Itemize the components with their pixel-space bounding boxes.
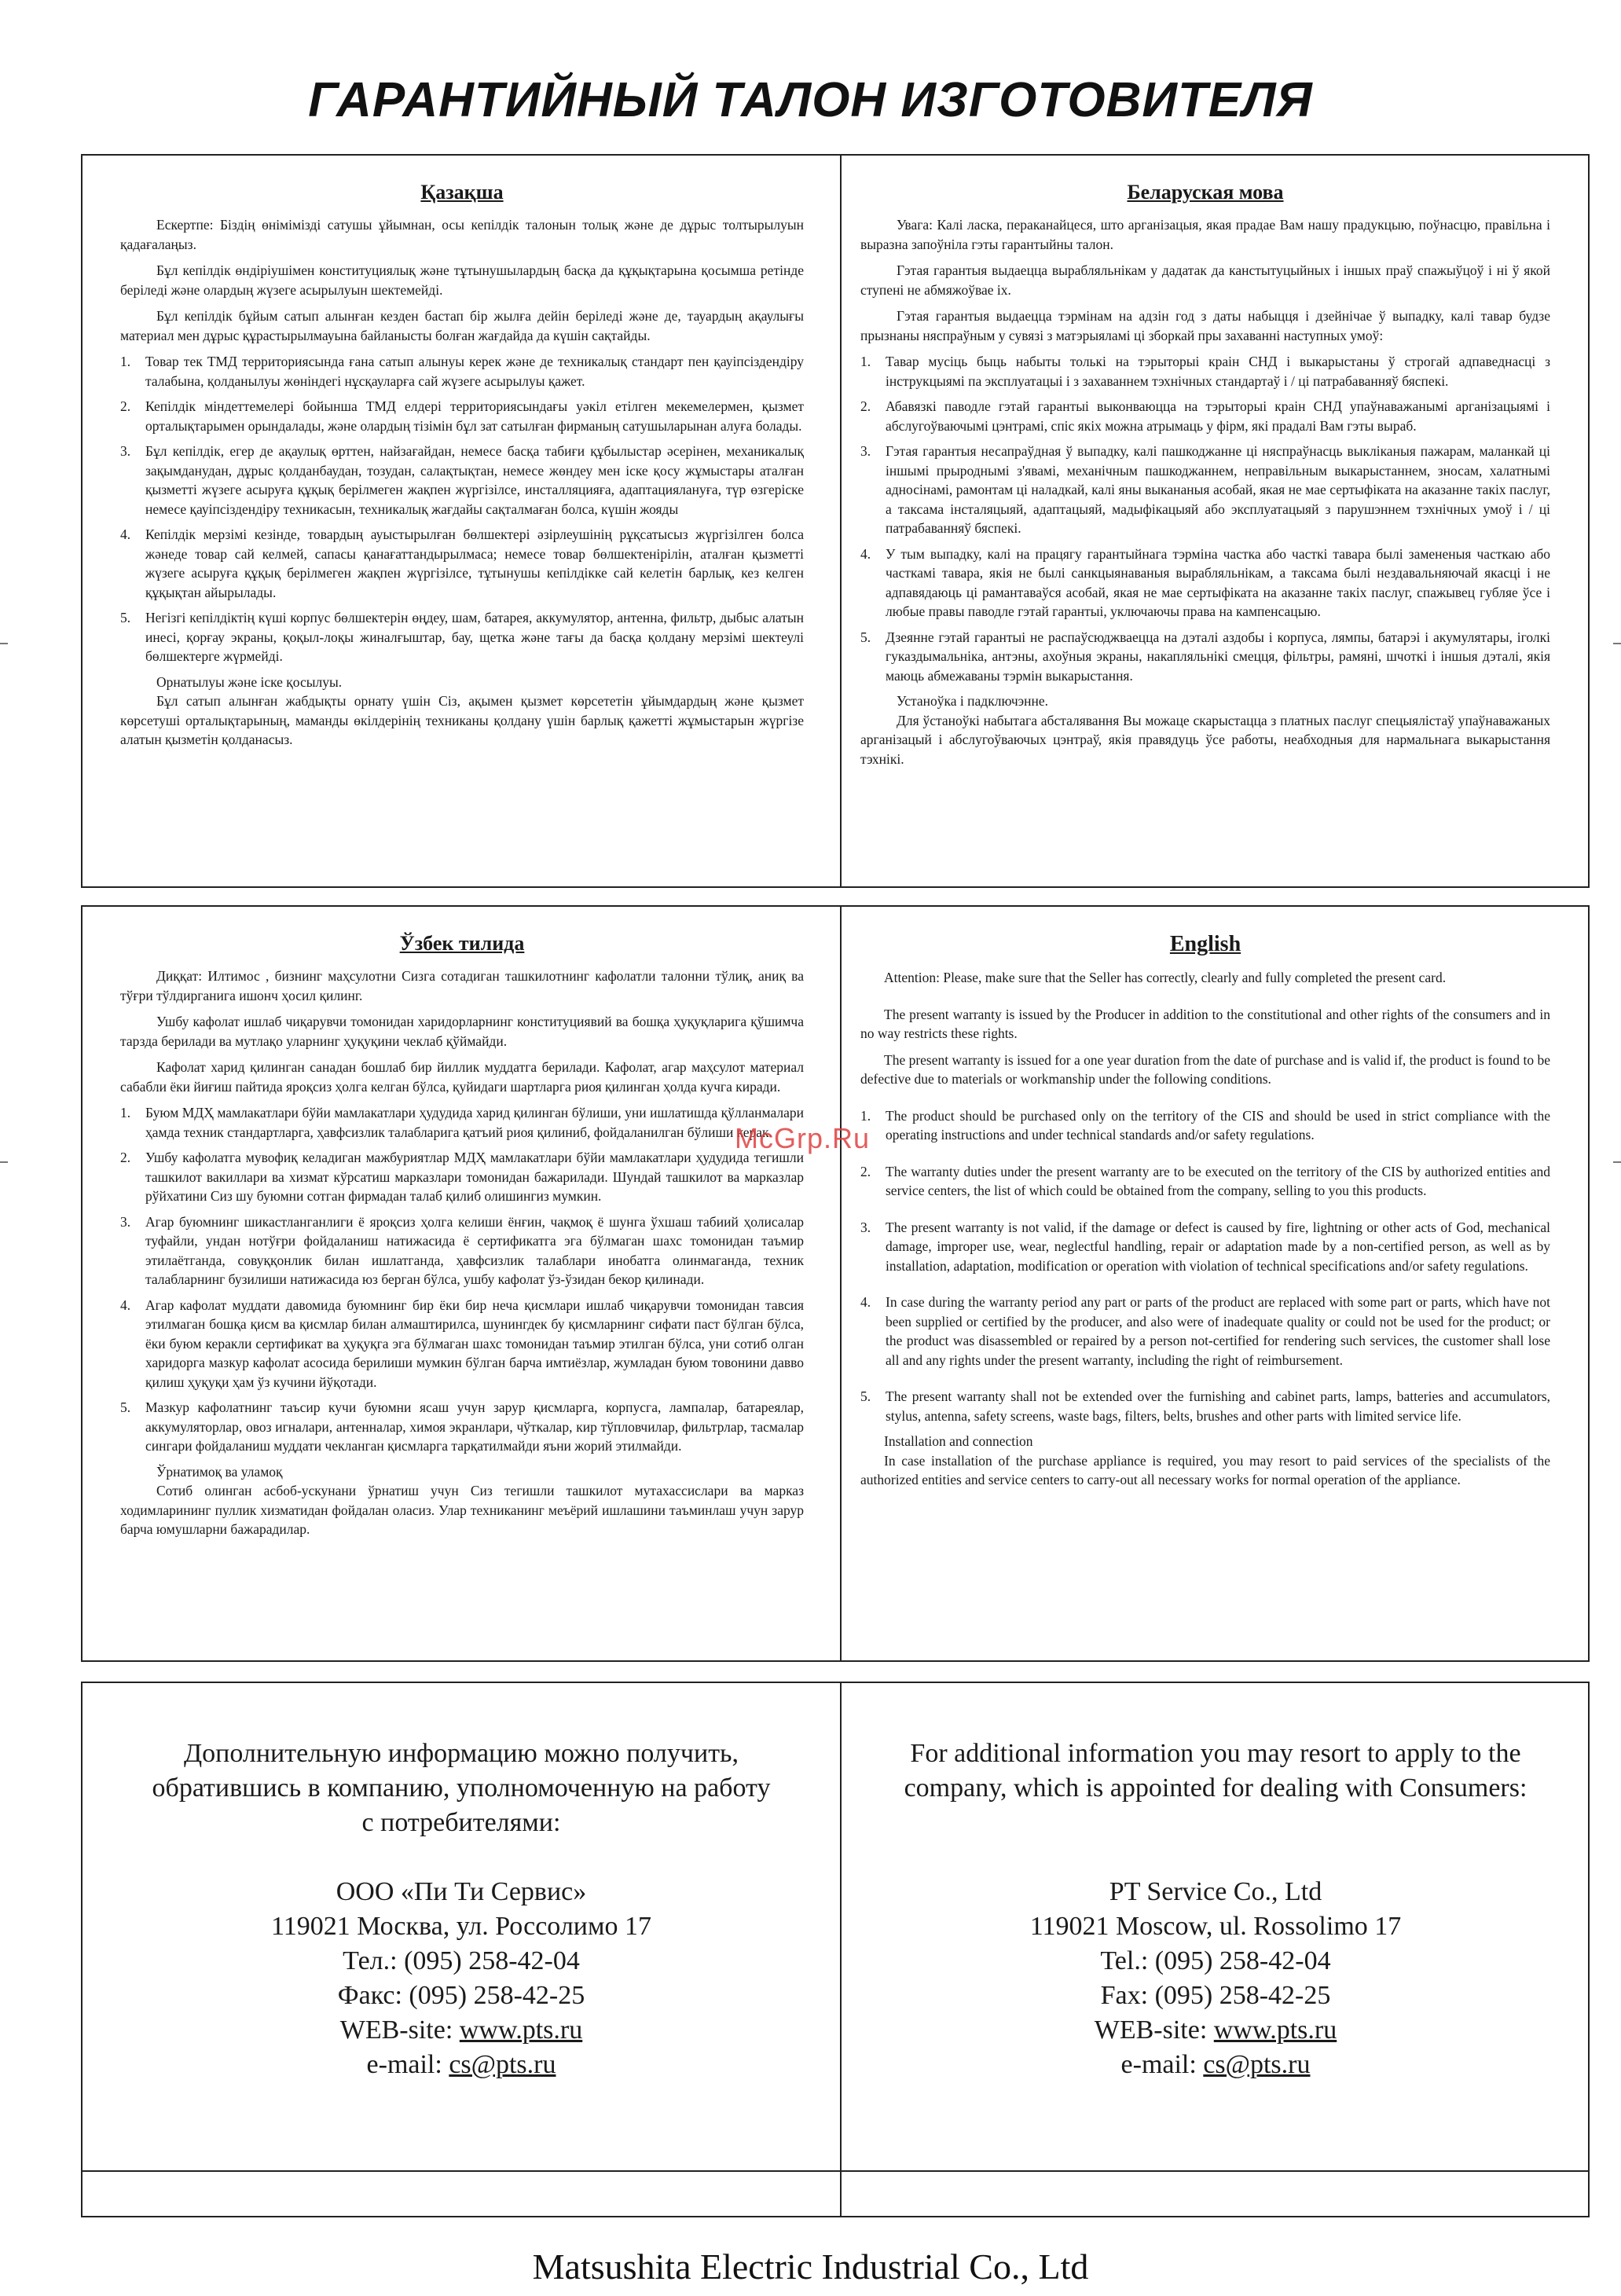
conditions-list bbox=[120, 352, 804, 666]
list-item: 2. Абавязкі паводле гэтай гарантыі выконваюцца на тэрыторыі краін СНД упаўнаважанымі арганізацыямі і абслугоўваючымі цэнтрамі, спіс якіх можна атрымаць у фірм, які прадалі Вам гэты выраб. bbox=[860, 398, 1550, 434]
company-name: ООО «Пи Ти Сервис» bbox=[336, 1877, 587, 1906]
company-phone: Tel.: (095) 258-42-04 bbox=[1100, 1946, 1331, 1975]
company-email: e-mail: cs@pts.ru bbox=[366, 2050, 556, 2079]
list-item: 1. The product should be purchased only on the territory of the CIS and should be used in strict compliance with the operating instructions and under technical standards and/or safety regulations. bbox=[860, 1107, 1550, 1142]
list-item: 5. Негізгі кепілдіктің күші корпус бөлшектерін өңдеу, шам, батарея, аккумулятор, антенна, фильтр, дыбыс алатын инесі, қорғау экраны, қоқыл-лоқы жиналғыштар, бау, щетка және тағы да басқа қолдану мерзімі шектеулі бөлшектерге жүрмейді. bbox=[120, 610, 804, 664]
installation-text: Для ўстаноўкі набытага абсталявання Вы можаце скарыстацца з платных паслуг спецыялістаў упаўнаважаных арганізацый і абслугоўваючых цэнтраў, якія правядуць ўсе работы, неабходныя для нармальнага выкарыстання тэхнікі. bbox=[860, 712, 1550, 767]
paragraph: Attention: Please, make sure that the Seller has correctly, clearly and fully completed the present card. bbox=[884, 970, 1447, 985]
website-link[interactable]: www.pts.ru bbox=[459, 2015, 583, 2045]
conditions-list bbox=[860, 352, 1550, 685]
paragraph: Ескертпе: Біздің өнімімізді сатушы ұйымнан, осы кепілдік талонын толық және де дұрыс толтырылуын қадағалаңыз. bbox=[120, 217, 804, 252]
section-uzbek bbox=[83, 907, 840, 1660]
warranty-row-2 bbox=[81, 905, 1590, 1662]
paragraph: Бұл кепілдік өндіріушімен конституциялық және тұтынушылардың басқа да құқықтарына қосымша ретінде беріледі және олардың жүзеге асырылуын шектемейді. bbox=[120, 262, 804, 298]
company-fax: Факс: (095) 258-42-25 bbox=[337, 1981, 585, 2010]
list-item: 4. Агар кафолат муддати давомида буюмнинг бир ёки бир неча қисмлари ишлаб чиқарувчи томонидан тавсия этилмаган бошқа қисм ва қисмлар билан алмаштирилса, шунингдек бу қисмларнинг сифати паст бўлган бўлса, ёки буюм керакли сертификат ва ҳуқуқга эга бўлмаган шахс томонидан таъмир этилган бўлса, уни сотиб олган харидорга мазкур кафолат асосида берилиши мумкин бўлган барча имтиёзлар, жумладан буюм товонини давво қилиш ҳуқуқи ҳам ўз кучини йўқотади. bbox=[120, 1297, 804, 1390]
paragraph: Диққат: Илтимос , бизнинг маҳсулотни Сизга сотадиган ташкилотнинг кафолатли талонни тўлиқ, аниқ ва тўғри тўлдирганига ишонч ҳосил қилинг. bbox=[120, 968, 804, 1003]
section-english bbox=[842, 907, 1590, 1660]
contact-russian bbox=[83, 1683, 840, 2216]
conditions-list bbox=[120, 1103, 804, 1456]
installation-heading: Орнатылуы және іске қосылуы. bbox=[156, 673, 343, 690]
paragraph: Бұл кепілдік бұйым сатып алынған кезден бастап бір жылға дейін беріледі және де, тауардың ақаулығы материал мен дұрыс құрастырылмауына байланысты болған жағдайда да күшін сақтайды. bbox=[120, 308, 804, 343]
installation-text: Сотиб олинган асбоб-ускунани ўрнатиш учун Сиз тегишли ташкилот мутахассислари ва марказ ходимларининг пуллик хизматидан фойдалан оласиз. Улар техниканинг меъёрий ишлашини таъминлаш учун зарур барча юмушларни бажарадилар. bbox=[120, 1483, 804, 1537]
list-item: 4. Кепілдік мерзімі кезінде, товардың ауыстырылған бөлшектері әзірлеушінің рұқсатысыз жүргізілген болса жәнеде товар сай келмей, сапасы қанағаттандырылмаса; немесе товар бөлшектенірілін, аталған қызметті жүзеге асыруға құқық берілмеген жақпен жүргізілсе, тұтынушы кепілдікке сай келетін барлық, кез келген құқықтан айырылады. bbox=[120, 526, 804, 600]
manufacturer-footer: Matsushita Electric Industrial Co., Ltd bbox=[532, 2246, 1089, 2287]
contact-intro: Дополнительную информацию можно получить, обратившись в компанию, уполномоченную на работу с потребителями: bbox=[152, 1739, 771, 1837]
installation-heading: Ўрнатимоқ ва уламоқ bbox=[156, 1463, 283, 1480]
paragraph: The present warranty is issued by the Producer in addition to the constitutional and other rights of the consumers and in no way restricts these rights. bbox=[860, 1006, 1550, 1041]
company-phone: Тел.: (095) 258-42-04 bbox=[343, 1946, 580, 1975]
list-item: 5. Мазкур кафолатнинг таъсир кучи буюмни ясаш учун зарур қисмларга, корпусга, лампалар, батареялар, аккумуляторлар, овоз игналари, антенналар, химоя экранлари, чўткалар, кир тўпловчилар, фильтрлар, тасмалар сингари фойдаланиш муддати чекланган қисмларга тарқатилмайди яъни жорий этилмайди. bbox=[120, 1399, 804, 1454]
section-belarusian bbox=[842, 156, 1590, 886]
section-kazakh bbox=[83, 156, 840, 886]
conditions-list bbox=[860, 1106, 1550, 1426]
list-item: 3. Гэтая гарантыя несапраўдная ў выпадку, калі пашкоджанне ці няспраўнасць выкліканыя пажарам, маланкай ці іншымі прыроднымі з'явамі, механічным пашкоджаннем, неправільным выкарыстаннем, зносам, халатнымі адносінамі, рамонтам ці наладкай, калі яны выкананыя асобай, якая не мае сертыфіката на аказанне такіх паслуг, а таксама інсталяцыяй, адаптацыяй, мадыфікацыяй або эксплуатацыяй з парушэннем тэхнічных умоў і / ці патрабаванняў бяспекі. bbox=[860, 443, 1550, 536]
section-heading: Қазақша bbox=[420, 181, 504, 204]
section-heading: Ўзбек тилида bbox=[399, 932, 525, 955]
margin-mark bbox=[1613, 643, 1621, 644]
company-website: WEB-site: www.pts.ru bbox=[1094, 2015, 1337, 2045]
company-address: 119021 Москва, ул. Россолимо 17 bbox=[270, 1912, 652, 1941]
paragraph: The present warranty is issued for a one year duration from the date of purchase and is valid if, the product is found to be defective due to materials or workmanship under the following conditions. bbox=[860, 1051, 1550, 1087]
warranty-row-1 bbox=[81, 154, 1590, 888]
margin-mark bbox=[0, 1161, 8, 1163]
company-address: 119021 Moscow, ul. Rossolimo 17 bbox=[1029, 1912, 1402, 1941]
list-item: 4. У тым выпадку, калі на працягу гарантыйнага тэрміна частка або часткі тавара былі замененыя часткаю або часткамі тавара, якія не былі санкцыянаваныя вырабляльнікам, а таксама былі нездавальняючай якасці і не адпавядаюць ці рамантаваўся асобай, якая не мае сертыфіката на аказанне такіх паслуг, спажывец губляе ўсе і любые правы паводле гэтай гарантыі, уключаючы права на кампенсацыю. bbox=[860, 545, 1550, 619]
paragraph: Увага: Калі ласка, пераканайцеся, што арганізацыя, якая прадае Вам нашу прадукцыю, поўнасцю, правільна і выразна запоўніла гэты гарантыйны талон. bbox=[860, 217, 1550, 252]
section-heading: English bbox=[1169, 932, 1241, 956]
installation-heading: Installation and connection bbox=[884, 1433, 1033, 1449]
contact-english bbox=[842, 1683, 1590, 2216]
installation-text: In case installation of the purchase appliance is required, you may resort to paid services of the specialists of the authorized entities and service centers to carry-out all necessary works for normal operation of the appliance. bbox=[860, 1452, 1550, 1487]
email-link[interactable]: cs@pts.ru bbox=[449, 2050, 556, 2079]
page-title: ГАРАНТИЙНЫЙ ТАЛОН ИЗГОТОВИТЕЛЯ bbox=[308, 73, 1313, 127]
paragraph: Ушбу кафолат ишлаб чиқарувчи томонидан харидорларнинг конституциявий ва бошқа ҳуқуқларига қўшимча тарзда берилади ва мутлақо уларнинг ҳуқуқини чеклаб қўймайди. bbox=[120, 1014, 804, 1049]
website-link[interactable]: www.pts.ru bbox=[1213, 2015, 1337, 2045]
section-heading: Беларуская мова bbox=[1127, 181, 1284, 204]
installation-heading: Устаноўка і падключэнне. bbox=[897, 693, 1049, 709]
contact-row bbox=[81, 1682, 1590, 2217]
watermark-text: McGrp.Ru bbox=[735, 1122, 871, 1154]
company-fax: Fax: (095) 258-42-25 bbox=[1100, 1981, 1331, 2010]
margin-mark bbox=[1613, 1161, 1621, 1163]
list-item: 2. The warranty duties under the present warranty are to be executed on the territory of the CIS by authorized entities and service centers, the list of which could be obtained from the company, selling to you this products. bbox=[860, 1163, 1550, 1198]
company-website: WEB-site: www.pts.ru bbox=[339, 2015, 583, 2045]
list-item: 2. Кепілдік міндеттемелері бойынша ТМД елдері территориясындағы уәкіл етілген мекемелермен, қызмет орталықтарымен орындалады, және олардың тізімін бұл зат сатылған фирманың сатушыларынан алуға болады. bbox=[120, 398, 804, 434]
list-item: 3. Агар буюмнинг шикастланганлиги ё яроқсиз ҳолга келиши ёнғин, чақмоқ ё шунга ўхшаш табиий ҳолисалар туфайли, ундан нотўғри фойдаланиш натижасида ё сертификатга эга бўлмаган шахс томонидан таъмир этилаётганда, совуққонлик билан ишлатганда, ҳавфсизлик талаблари инобатга олинмаганда, техник талабларнинг бузилиши натижасида юз берган бўлса, ушбу кафолат ўз-ўзидан бекор қилинади. bbox=[120, 1213, 804, 1287]
contact-intro: For additional information you may resort to apply to the company, which is appointed for dealing with Consumers: bbox=[904, 1739, 1527, 1803]
list-item: 4. In case during the warranty period any part or parts of the product are replaced with some part or parts, which have not been supplied or certified by the producer, and also were of inadequate quality or could not be used for the product; or the product was disassembled or repaired by a person not-certified for rendering such services, the customer shall lose all and any rights under the present warranty, including the right of reimbursement. bbox=[860, 1294, 1550, 1368]
list-item: 3. Бұл кепілдік, егер де ақаулық өрттен, найзағайдан, немесе басқа табиғи құбылыстар әсерінен, механикалық зақымданудан, дұрыс қолданбаудан, тозудан, салақтықтан, немесе жөндеу мен іске қосу жұмыстары аталған қызметті жүзеге асыруға құқық берілмеген жақпен жүргізілсе, инсталляцияға, адаптациялануға, түр өзгеріске немесе қауіпсіздендіру техникасын, техникалық жағдайы сақталмаған болса, күшін жояды bbox=[120, 443, 804, 517]
list-item: 1. Тавар мусіць быць набыты толькі на тэрыторыі краін СНД і выкарыстаны ў строгай адпаведнасці з інструкцыямі па эксплуатацыі і з захаваннем тэхнічных стандартаў і / ці патрабаванняў бяспекі. bbox=[860, 354, 1550, 389]
list-item: 1. Товар тек ТМД территориясында ғана сатып алынуы керек және де техникалық стандарт пен қауіпсіздендіру талабына, қолданылуы жөніндегі нұсқауларға сай жүзеге асырылуы қажет. bbox=[120, 354, 804, 389]
paragraph: Гэтая гарантыя выдаецца тэрмінам на адзін год з даты набыцця і дзейнічае ў выпадку, калі тавар будзе прызнаны няспраўным у сувязі з матэрыяламі ці зборкай пры захаванні наступных умоў: bbox=[860, 308, 1550, 343]
list-item: 1. Буюм МДҲ мамлакатлари бўйи мамлакатлари ҳудудида харид қилинган бўлиши, уни ишлатишда қўлланмалари ҳамда техник стандартларга, ҳавфсизлик талабларига қатъий риоя қилиниб, фойдаланилган бўлиши керак. bbox=[120, 1105, 804, 1140]
list-item: 5. Дзеянне гэтай гарантыі не распаўсюджваецца на дэталі аздобы і корпуса, лямпы, батарэі і акумулятары, іголкі гуказдымальніка, антэны, ахоўныя экраны, накапляльнікі смецця, фільтры, рамяні, шчоткі і іншыя дэталі, якія маюць абмежаваны тэрмін выкарыстання. bbox=[860, 629, 1550, 684]
company-email: e-mail: cs@pts.ru bbox=[1120, 2050, 1311, 2079]
margin-mark bbox=[0, 643, 8, 644]
paragraph: Кафолат харид қилинган санадан бошлаб бир йиллик муддатга берилади. Кафолат, агар маҳсулот материал сабабли ёки йиғиш пайтида яроқсиз ҳолга келган бўлса, қуйидаги шартларга риоя қилинган ҳолда кучга киради. bbox=[120, 1059, 804, 1095]
paragraph: Гэтая гарантыя выдаецца вырабляльнікам у дадатак да канстытуцыйных і іншых праў спажыўцоў і ні ў якой ступені не абмяжоўвае іх. bbox=[860, 262, 1550, 298]
company-name: PT Service Co., Ltd bbox=[1109, 1877, 1322, 1906]
list-item: 5. The present warranty shall not be extended over the furnishing and cabinet parts, lamps, batteries and accumulators, stylus, antenna, safety screens, waste bags, filters, belts, brushes and other parts with limited service life. bbox=[860, 1388, 1550, 1424]
email-link[interactable]: cs@pts.ru bbox=[1203, 2050, 1311, 2079]
list-item: 3. The present warranty is not valid, if the damage or defect is caused by fire, lightning or other acts of God, mechanical damage, improper use, wear, neglectful handling, repair or adaptation made by a non-certified person, as well as by installation, adaptation, modification or operation with violation of technical specifications and/or safety regulations. bbox=[860, 1219, 1550, 1274]
list-item: 2. Ушбу кафолатга мувофиқ келадиган мажбуриятлар МДҲ мамлакатлари бўйи мамлакатлари ҳудудида тегишли ташкилот вакиллари ва хизмат кўрсатиш марказлари томонидан бажарилади. Шундай ташкилот ва марказлар рўйхатини Сиз шу буюмни сотган фирмадан талаб қилиб олишингиз мумкин. bbox=[120, 1150, 804, 1204]
installation-text: Бұл сатып алынған жабдықты орнату үшін Сіз, ақымен қызмет көрсететін ұйымдардың және қызмет көрсетуші орталықтарының, маманды өкілдерінің техниканы қолдану үшін барлық қажетті жұмыстарын жүргізе алатын қызметін қолданасыз. bbox=[120, 693, 804, 747]
